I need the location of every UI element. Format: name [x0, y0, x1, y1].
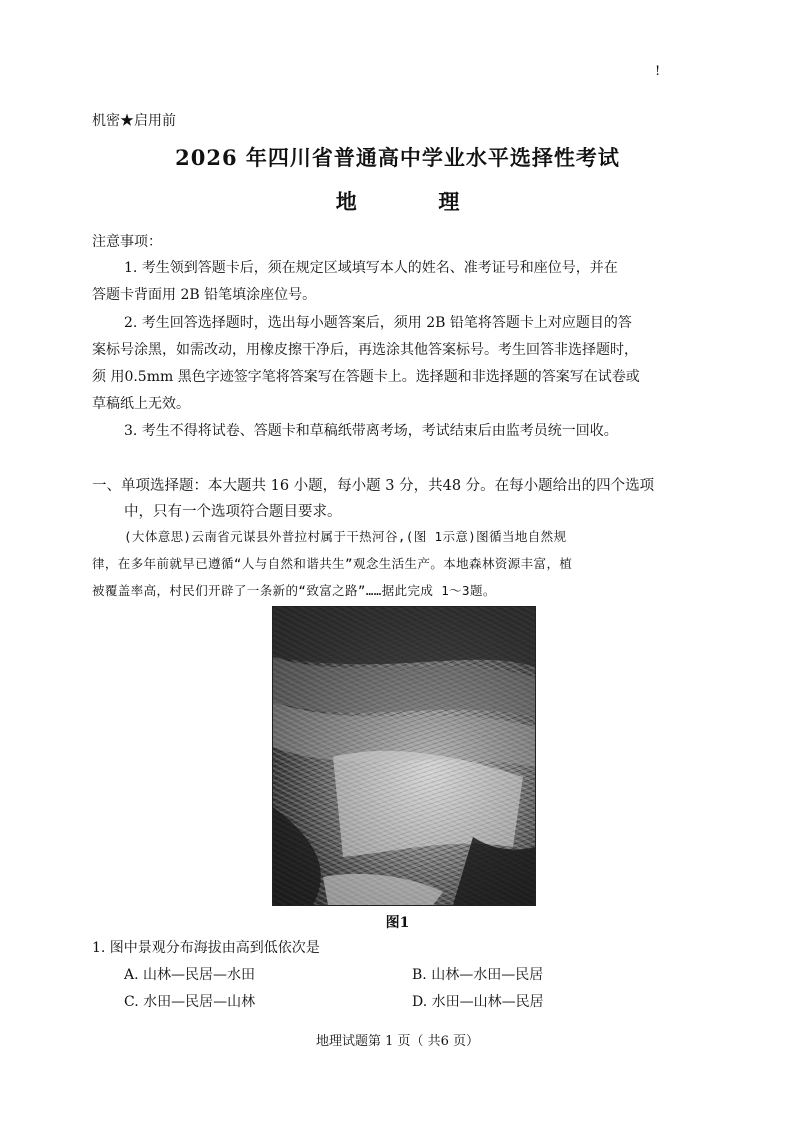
- landscape-illustration: [273, 607, 535, 905]
- corner-mark: !: [655, 64, 661, 79]
- material-line-3: 被覆盖率高，村民们开辟了一条新的“致富之路”……据此完成 1～3题。: [92, 583, 496, 598]
- question-1-option-b: B. 山林—水田—民居: [412, 967, 544, 983]
- page-footer: 地理试题第 1 页（ 共6 页）: [315, 1034, 480, 1049]
- secret-label: 机密★启用前: [92, 113, 176, 129]
- question-1-option-d: D. 水田—山林—民居: [412, 994, 544, 1010]
- notice-line-3: 2. 考生回答选择题时，选出每小题答案后，须用 2B 铅笔将答题卡上对应题目的答: [124, 315, 632, 331]
- figure-caption: 图1: [385, 915, 410, 931]
- material-line-1: (大体意思)云南省元谋县外普拉村属于干热河谷,(图 1示意)图循当地自然规: [124, 529, 567, 544]
- notice-line-5: 须 用0.5mm 黑色字迹签字笔将答案写在答题卡上。选择题和非选择题的答案写在试卷或: [92, 369, 640, 385]
- question-1-option-c: C. 水田—民居—山林: [124, 994, 256, 1010]
- question-1-stem: 1. 图中景观分布海拔由高到低依次是: [92, 940, 320, 956]
- village-landscape-photo: [272, 606, 536, 906]
- material-line-2: 律，在多年前就早已遵循“人与自然和谐共生”观念生活生产。本地森林资源丰富，植: [92, 556, 573, 571]
- notice-line-7: 3. 考生不得将试卷、答题卡和草稿纸带离考场，考试结束后由监考员统一回收。: [124, 423, 618, 439]
- notice-line-1: 1. 考生领到答题卡后，须在规定区域填写本人的姓名、准考证号和座位号，并在: [124, 260, 618, 276]
- section-one-line-1: 一、单项选择题：本大题共 16 小题，每小题 3 分，共48 分。在每小题给出的四个选项: [92, 478, 655, 494]
- notice-line-6: 草稿纸上无效。: [92, 396, 190, 412]
- subject-char-1: 地: [335, 189, 357, 214]
- notice-line-4: 案标号涂黑，如需改动，用橡皮擦干净后，再选涂其他答案标号。考生回答非选择题时，: [92, 342, 638, 358]
- notice-heading: 注意事项：: [92, 234, 162, 250]
- notice-line-2: 答题卡背面用 2B 铅笔填涂座位号。: [92, 287, 317, 303]
- question-1-option-a: A. 山林—民居—水田: [124, 967, 256, 983]
- subject-char-2: 理: [438, 189, 460, 214]
- subject-title: [0, 186, 795, 216]
- exam-title: 2026 年四川省普通高中学业水平选择性考试: [175, 145, 620, 170]
- section-one-line-2: 中，只有一个选项符合题目要求。: [124, 504, 342, 520]
